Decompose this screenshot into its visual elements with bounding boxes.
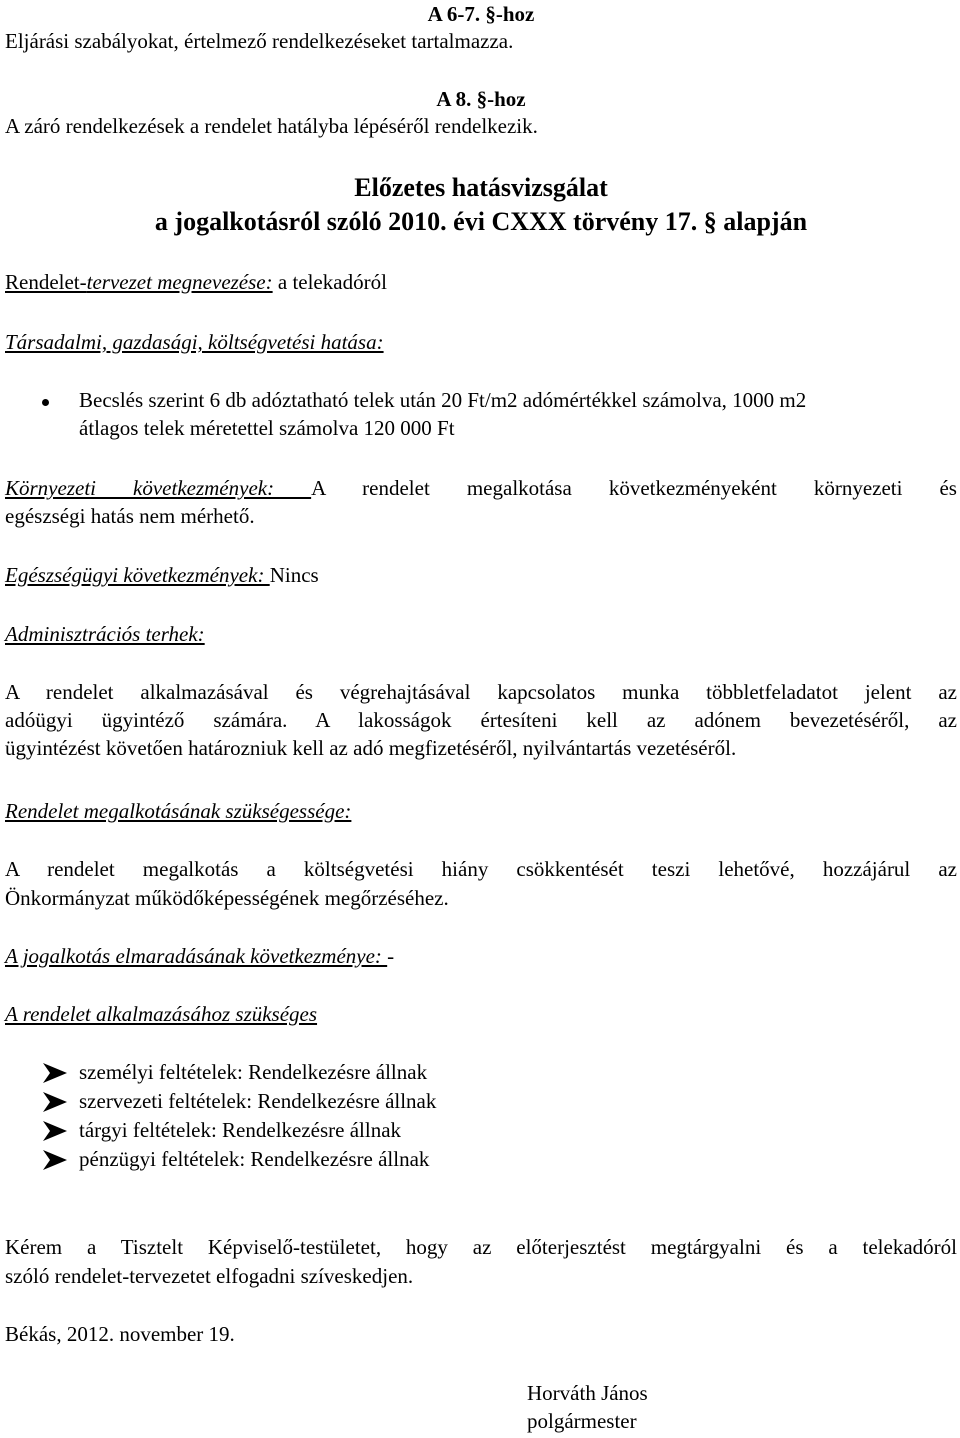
necessity-label: Rendelet megalkotásának szükségessége: — [5, 799, 352, 823]
section-6-7-heading: A 6-7. §-hoz — [427, 2, 535, 26]
admin-line2: adóügyi ügyintéző számára. A lakosságok értesíteni kell az adónem bevezetéséről, az — [5, 708, 957, 732]
arrow-bullet-icon — [42, 1120, 68, 1142]
health-row — [5, 561, 319, 590]
admin-label: Adminisztrációs terhek: — [5, 622, 205, 646]
draft-name-label-part1: Rendelet- — [5, 270, 87, 294]
section-8-text: A záró rendelkezések a rendelet hatályba lépéséről rendelkezik. — [5, 114, 538, 138]
arrow-bullet-icon — [42, 1091, 68, 1113]
bullet-dot-icon — [42, 399, 49, 406]
request-line1: Kérem a Tisztelt Képviselő-testületet, hogy az előterjesztést megtárgyalni és a telekadóról — [5, 1235, 957, 1259]
document-title-line2: a jogalkotásról szóló 2010. évi CXXX törvény 17. § alapján — [154, 207, 808, 236]
omission-value: - — [387, 944, 395, 968]
requirement-item-2: szervezeti feltételek: Rendelkezésre állnak — [79, 1089, 437, 1113]
document-title-line1: Előzetes hatásvizsgálat — [354, 173, 608, 202]
draft-name-value: a telekadóról — [272, 270, 387, 294]
arrow-bullet-icon — [42, 1149, 68, 1171]
admin-line1: A rendelet alkalmazásával és végrehajtásával kapcsolatos munka többletfeladatot jelent az — [5, 680, 957, 704]
requirement-item-4: pénzügyi feltételek: Rendelkezésre állnak — [79, 1147, 430, 1171]
necessity-line2: Önkormányzat működőképességének megőrzéséhez. — [5, 886, 449, 910]
signature-title: polgármester — [527, 1409, 637, 1433]
requirements-label: A rendelet alkalmazásához szükséges — [5, 1002, 318, 1026]
impact-label: Társadalmi, gazdasági, költségvetési hatása: — [5, 330, 384, 354]
requirement-item-1: személyi feltételek: Rendelkezésre állnak — [79, 1060, 428, 1084]
environment-row-line1 — [5, 474, 957, 503]
draft-name-row — [5, 268, 387, 297]
impact-bullet-line1: Becslés szerint 6 db adóztatható telek után 20 Ft/m2 adómértékkel számolva, 1000 m2 — [79, 388, 807, 412]
environment-label: Környezeti következmények: — [5, 476, 312, 500]
section-6-7-text: Eljárási szabályokat, értelmező rendelkezéseket tartalmazza. — [5, 29, 514, 53]
requirement-item-3: tárgyi feltételek: Rendelkezésre állnak — [79, 1118, 402, 1142]
health-value: Nincs — [269, 563, 319, 587]
necessity-line1: A rendelet megalkotás a költségvetési hiány csökkentését teszi lehetővé, hozzájárul az — [5, 857, 957, 881]
signature-name: Horváth János — [527, 1381, 648, 1405]
environment-text-line1: A rendelet megalkotása következményeként környezeti és — [311, 476, 957, 500]
arrow-bullet-icon — [42, 1062, 68, 1084]
health-label: Egészségügyi következmények: — [5, 563, 270, 587]
place-date: Békás, 2012. november 19. — [5, 1322, 235, 1346]
admin-line3: ügyintézést követően határozniuk kell az adó megfizetéséről, nyilvántartás vezetéséről. — [5, 736, 737, 760]
request-line2: szóló rendelet-tervezetet elfogadni szíveskedjen. — [5, 1264, 414, 1288]
section-8-heading: A 8. §-hoz — [436, 87, 526, 111]
environment-text-line2: egészségi hatás nem mérhető. — [5, 504, 255, 528]
impact-bullet-line2: átlagos telek méretettel számolva 120 000 Ft — [79, 416, 455, 440]
omission-label: A jogalkotás elmaradásának következménye: — [5, 944, 388, 968]
omission-row — [5, 942, 394, 971]
draft-name-label-part2: tervezet megnevezése: — [86, 270, 273, 294]
